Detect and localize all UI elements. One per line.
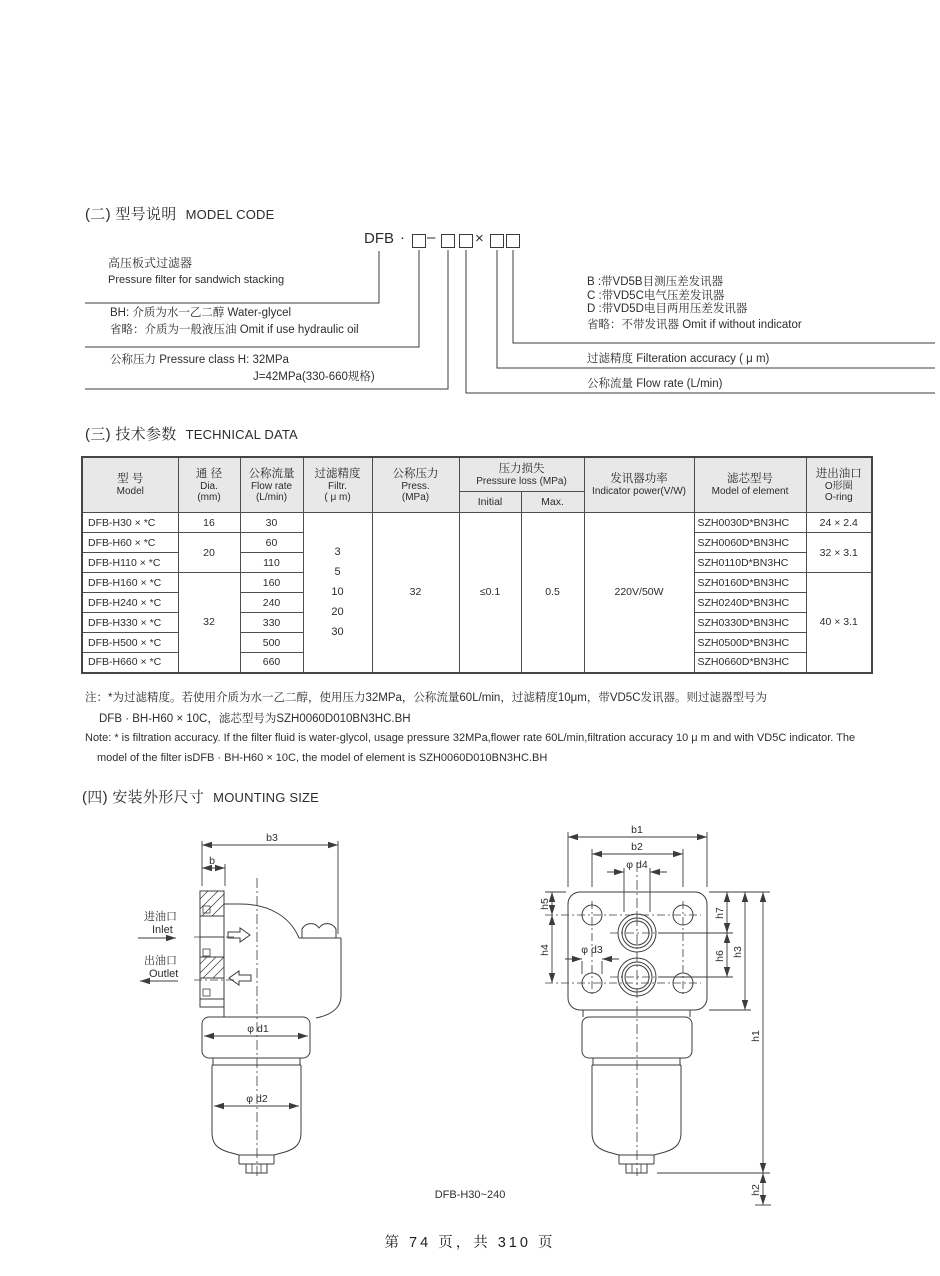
col-header-pressure-loss: 压力损失 Pressure loss (MPa): [459, 457, 584, 492]
medium-line2: 省略：介质为一般液压油 Omit if use hydraulic oil: [110, 324, 359, 336]
mounting-drawings: [0, 815, 940, 1215]
cell-press-merged: 32: [372, 513, 459, 673]
filter-name-en: Pressure filter for sandwich stacking: [108, 274, 285, 286]
cell-model: DFB-H60 × *C: [82, 533, 178, 553]
inlet-flow-arrow: [228, 928, 250, 942]
cell-element: SZH0030D*BN3HC: [694, 513, 806, 533]
cell-loss-max-merged: 0.5: [521, 513, 584, 673]
cell-power-merged: 220V/50W: [584, 513, 694, 673]
cell-dia-merged: 20: [178, 533, 240, 573]
drawing-caption: DFB-H30~240: [434, 1189, 506, 1201]
section-heading-model-code: [85, 203, 274, 224]
indicator-line-d: D :带VD5D电目两用压差发讯器: [587, 303, 748, 315]
cell-element: SZH0110D*BN3HC: [694, 553, 806, 573]
right-view-dimensions: [545, 832, 771, 1205]
annotation-indicator: [587, 276, 802, 332]
table-row: [82, 513, 872, 533]
technical-data-table-wrap: [81, 456, 873, 674]
filter-name-cn: 高压板式过滤器: [108, 256, 193, 270]
cell-flow: 60: [240, 533, 303, 553]
cell-element: SZH0330D*BN3HC: [694, 613, 806, 633]
cell-flow: 330: [240, 613, 303, 633]
page-number-footer: 第 74 页，共 310 页: [384, 1235, 556, 1251]
dim-label-h2: h2: [750, 1184, 762, 1196]
outlet-label-en: Outlet: [149, 968, 179, 980]
cell-model: DFB-H660 × *C: [82, 653, 178, 673]
code-box-pressure-class: [441, 234, 455, 248]
cell-flow: 160: [240, 573, 303, 593]
dim-label-h5: h5: [539, 898, 551, 910]
col-header-loss-initial: Initial: [459, 492, 521, 513]
cell-oring-merged: 40 × 3.1: [806, 573, 872, 673]
model-code-diagram: [80, 225, 940, 410]
cell-flow: 500: [240, 633, 303, 653]
cell-element: SZH0160D*BN3HC: [694, 573, 806, 593]
dim-label-b: b: [209, 855, 215, 867]
dim-label-d4: φ d4: [626, 859, 648, 871]
pressure-line2: J=42MPa(330-660规格): [253, 371, 375, 383]
left-view: [138, 841, 341, 1176]
cell-filtr-merged: 3 5 10 20 30: [303, 513, 372, 673]
dim-label-h3: h3: [732, 946, 744, 958]
code-box-medium: [412, 234, 426, 248]
inlet-label-cn: 进油口: [144, 911, 177, 923]
model-code-heading-en: MODEL CODE: [185, 207, 275, 222]
dim-label-h4: h4: [539, 944, 551, 956]
cell-oring-merged: 32 × 3.1: [806, 533, 872, 573]
medium-line1: BH: 介质为水一乙二醇 Water-glycel: [110, 307, 292, 319]
indicator-line-b: B :带VD5B目测压差发讯器: [587, 276, 724, 288]
code-prefix: DFB: [364, 230, 394, 247]
annotation-flow-rate: 公称流量 Flow rate (L/min): [587, 378, 723, 390]
cell-dia-merged: 32: [178, 573, 240, 673]
mounting-heading-cn: (四) 安装外形尺寸: [82, 789, 205, 806]
col-header-press: 公称压力 Press. (MPa): [372, 457, 459, 513]
head-hex-nut: [302, 924, 336, 938]
col-header-loss-max: Max.: [521, 492, 584, 513]
section-heading-mounting: [82, 786, 319, 807]
cell-flow: 660: [240, 653, 303, 673]
dim-label-b1: b1: [631, 824, 643, 836]
col-header-dia: 通 径 Dia. (mm): [178, 457, 240, 513]
cell-flow: 30: [240, 513, 303, 533]
indicator-line-omit: 省略：不带发讯器 Omit if without indicator: [587, 318, 802, 331]
annotation-filter-name: [108, 255, 284, 289]
dim-label-d2: φ d2: [246, 1093, 268, 1105]
annotation-accuracy: 过滤精度 Filteration accuracy ( μ m): [587, 353, 770, 365]
col-header-oring: 进出油口 O形圈 O-ring: [806, 457, 872, 513]
technical-data-table: [81, 456, 873, 674]
note-line-2: DFB · BH-H60 × 10C，滤芯型号为SZH0060D010BN3HC.BH: [99, 713, 411, 725]
cell-model: DFB-H30 × *C: [82, 513, 178, 533]
filter-head: [224, 904, 341, 1018]
dim-label-d3: φ d3: [581, 944, 603, 956]
cell-model: DFB-H500 × *C: [82, 633, 178, 653]
technical-heading-en: TECHNICAL DATA: [185, 427, 298, 442]
note-line-1: 注：*为过滤精度。若使用介质为水一乙二醇，使用压力32MPa，公称流量60L/min，过滤精度10μm，带VD5C发讯器。则过滤器型号为: [85, 692, 767, 704]
dim-label-h7: h7: [714, 907, 726, 919]
cell-oring: 24 × 2.4: [806, 513, 872, 533]
dim-label-d1: φ d1: [247, 1023, 269, 1035]
code-dash: –: [427, 229, 436, 246]
cell-element: SZH0060D*BN3HC: [694, 533, 806, 553]
outlet-label-cn: 出油口: [144, 955, 177, 967]
mounting-heading-en: MOUNTING SIZE: [213, 790, 320, 805]
flange: [200, 891, 224, 1007]
model-code-heading-cn: (二) 型号说明: [85, 206, 177, 223]
technical-heading-cn: (三) 技术参数: [85, 426, 177, 443]
note-line-4: model of the filter isDFB · BH-H60 × 10C, the model of element is SZH0060D010BN3HC.BH: [97, 752, 548, 764]
right-view: [545, 832, 771, 1205]
note-line-3: Note: * is filtration accuracy. If the filter fluid is water-glycol, usage pressure 32MPa,flower rate 60L/min,filtration accuracy 10 μ m and with VD5C indicator. The: [85, 732, 856, 744]
col-header-power: 发讯器功率 Indicator power(V/W): [584, 457, 694, 513]
annotation-medium: [110, 305, 359, 339]
cell-model: DFB-H240 × *C: [82, 593, 178, 613]
cell-element: SZH0500D*BN3HC: [694, 633, 806, 653]
indicator-line-c: C :带VD5C电气压差发讯器: [587, 289, 725, 302]
col-header-element: 滤芯型号 Model of element: [694, 457, 806, 513]
col-header-flow: 公称流量 Flow rate (L/min): [240, 457, 303, 513]
dim-label-b3: b3: [266, 832, 278, 844]
col-header-filtr: 过滤精度 Filtr. ( μ m): [303, 457, 372, 513]
cell-model: DFB-H160 × *C: [82, 573, 178, 593]
code-box-flow-rate: [459, 234, 473, 248]
pressure-line1: 公称压力 Pressure class H: 32MPa: [110, 354, 289, 366]
cell-model: DFB-H330 × *C: [82, 613, 178, 633]
cell-element: SZH0660D*BN3HC: [694, 653, 806, 673]
outlet-flow-arrow: [229, 971, 251, 985]
cell-loss-initial-merged: ≤0.1: [459, 513, 521, 673]
code-dot: ·: [400, 229, 405, 246]
cell-dia: 16: [178, 513, 240, 533]
cell-flow: 240: [240, 593, 303, 613]
code-box-indicator: [506, 234, 520, 248]
cell-model: DFB-H110 × *C: [82, 553, 178, 573]
annotation-pressure-class: [110, 352, 375, 386]
code-box-accuracy: [490, 234, 504, 248]
cell-flow: 110: [240, 553, 303, 573]
section-heading-technical: [85, 423, 298, 444]
dim-label-h6: h6: [714, 950, 726, 962]
dim-label-b2: b2: [631, 841, 643, 853]
col-header-model: 型 号 Model: [82, 457, 178, 513]
cell-element: SZH0240D*BN3HC: [694, 593, 806, 613]
code-times: ×: [475, 230, 484, 247]
dim-label-h1: h1: [750, 1030, 762, 1042]
inlet-label-en: Inlet: [152, 924, 173, 936]
